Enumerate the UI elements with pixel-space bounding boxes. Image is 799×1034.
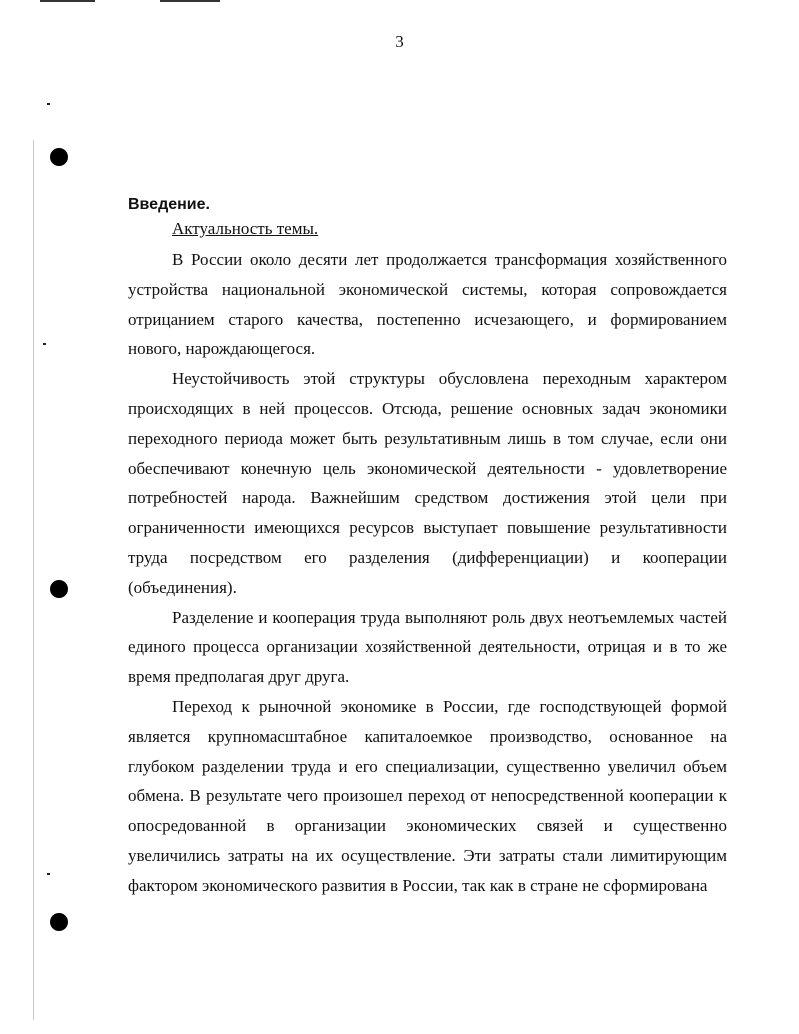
scan-artifact: [160, 0, 220, 2]
punch-hole: [50, 913, 68, 931]
paragraph: Неустойчивость этой структуры обусловлена переходным характером происходящих в ней процессов. Отсюда, решение основных задач экономики переходного периода может быть результативным лишь в том случае, если они обеспечивают конечную цель экономической деятельности - удовлетворение потребностей народа. Важнейшим средством достижения этой цели при ограниченности имеющихся ресурсов выступает повышение результативности труда посредством его разделения (дифференциации) и кооперации (объединения).: [128, 369, 727, 597]
scan-speck: [47, 103, 50, 105]
scan-speck: [43, 343, 46, 345]
scan-artifact: [40, 0, 95, 2]
paragraph: Разделение и кооперация труда выполняют роль двух неотъемлемых частей единого процесса организации хозяйственной деятельности, отрицая и в то же время предполагая друг друга.: [128, 607, 727, 687]
paragraph: Переход к рыночной экономике в России, где господствующей формой является крупномасштабное капиталоемкое производство, основанное на глубоком разделении труда и его специализации, существенно увеличил объем обмена. В результате чего произошел переход от непосредственной кооперации к опосредованной в организации экономических связей и существенно увеличились затраты на их осуществление. Эти затраты стали лимитирующим фактором экономического развития в России, так как в стране не сформирована: [128, 696, 727, 895]
paragraph: В России около десяти лет продолжается трансформация хозяйственного устройства национальной экономической системы, которая сопровождается отрицанием старого качества, постепенно исчезающего, и формированием нового, нарождающегося.: [128, 250, 727, 359]
scan-speck: [47, 873, 50, 875]
punch-hole: [50, 148, 68, 166]
punch-hole: [50, 580, 68, 598]
binding-margin-line: [33, 140, 34, 1020]
section-subheading: Актуальность темы.: [172, 219, 319, 238]
page-number: 3: [395, 32, 404, 51]
body-text: [128, 245, 727, 901]
section-heading: Введение.: [128, 196, 210, 213]
